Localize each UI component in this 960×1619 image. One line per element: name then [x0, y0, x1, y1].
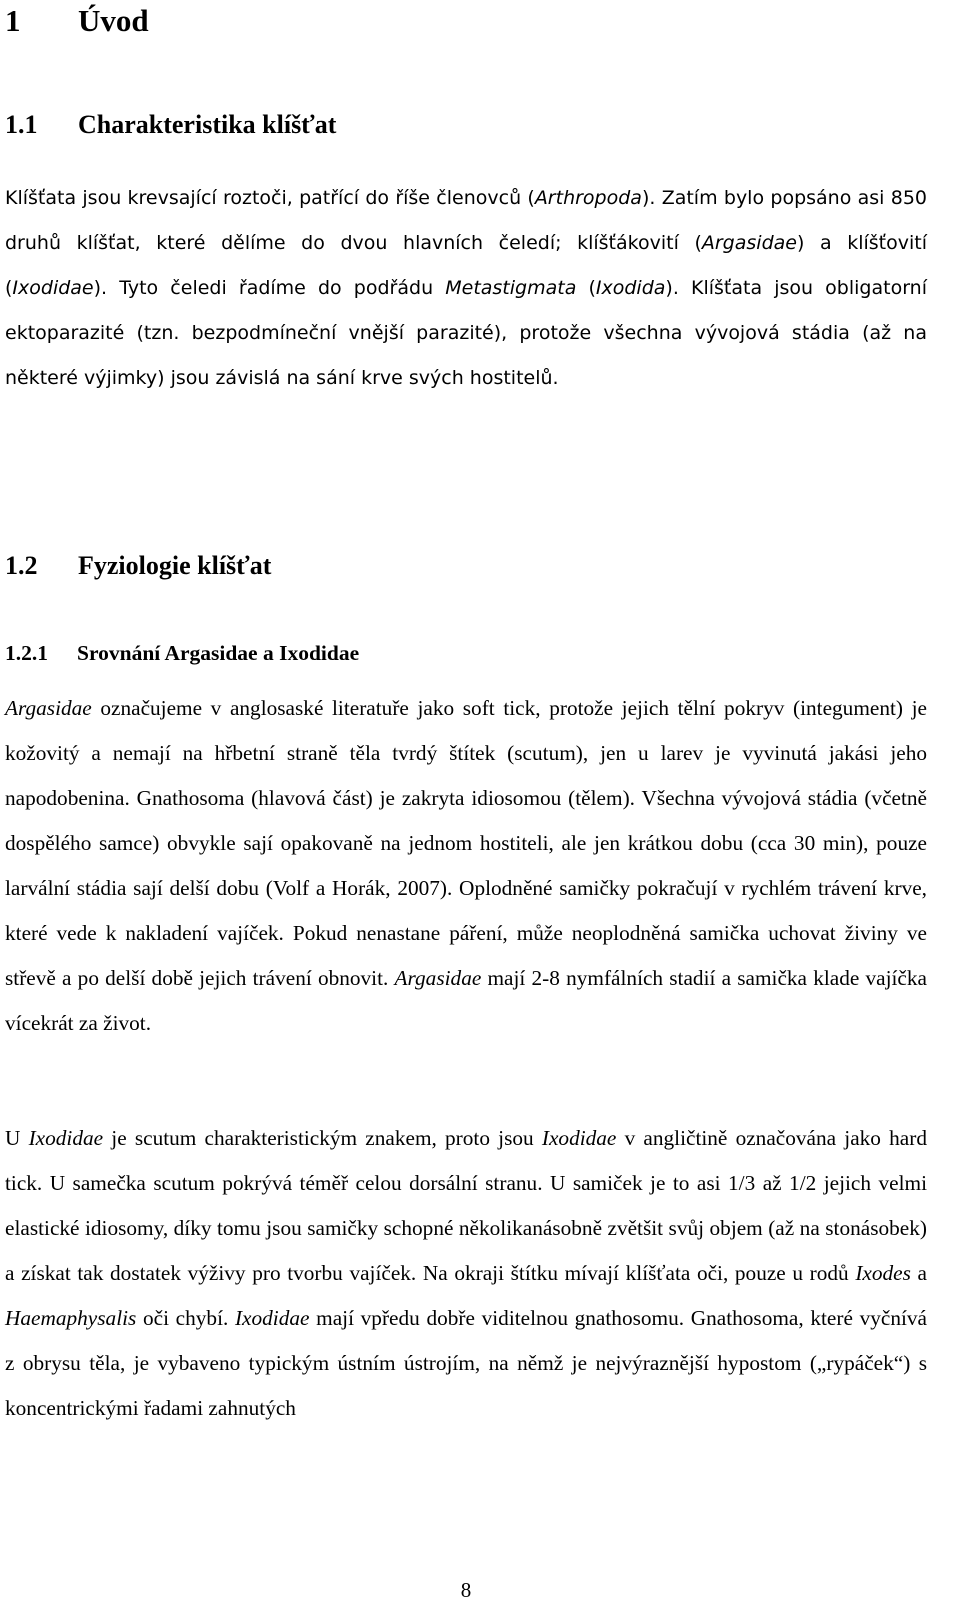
italic-text: Arthropoda: [534, 187, 642, 209]
text-run: a: [910, 1261, 927, 1285]
text-run: označujeme v anglosaské literatuře jako soft tick, protože jejich tělní pokryv (integument) je kožovitý a nemají na hřbetní straně těla tvrdý štítek (scutum), jen u larev je vyvinutá jakási jeho napodobenina. Gnathosoma (hlavová část) je zakryta idiosomou (tělem). Všechna vývojová stádia (včetně dospělého samce) obvykle sají opakovaně na jednom hostiteli, ale jen krátkou dobu (cca 30 min), pouze larvální stádia sají delší dobu (Volf a Horák, 2007). Oplodněné samičky pokračují v rychlém trávení krve, které vede k nakladení vajíček. Pokud nenastane páření, může neoplodněná samička uchovat živiny ve střevě a po delší době jejich trávení obnovit.: [5, 696, 927, 990]
italic-text: Ixodida: [595, 277, 666, 299]
text-run: ). Tyto čeledi řadíme do podřádu: [93, 277, 446, 299]
text-run: Klíšťata jsou krevsající roztoči, patřící do říše členovců (: [5, 187, 535, 209]
subsection-title: Srovnání Argasidae a Ixodidae: [77, 641, 360, 665]
text-run: ). Zatím bylo popsáno asi 850 druhů klíšťat, které dělíme do dvou hlavních čeledí; klíšťákovití (: [5, 187, 927, 254]
chapter-title: Úvod: [78, 3, 149, 38]
section-number: 1.1: [5, 110, 38, 139]
text-run: ). Klíšťata jsou obligatorní ektoparazité (tzn. bezpodmíneční vnější parazité), protože všechna vývojová stádia (až na některé výjimky) jsou závislá na sání krve svých hostitelů.: [5, 277, 927, 389]
italic-text: Ixodes: [855, 1261, 911, 1285]
paragraph-characteristics: [5, 176, 927, 401]
text-run: mají vpředu dobře viditelnou gnathosomu. Gnathosoma, které vyčnívá z obrysu těla, je vybaveno typickým ústním ústrojím, na němž je nejvýraznější hypostom („rypáček“) s koncentrickými řadami zahnutých: [5, 1306, 927, 1420]
paragraph-ixodidae: [5, 1116, 927, 1431]
subsection-number: 1.2.1: [5, 641, 48, 665]
text-run: mají 2-8 nymfálních stadií a samička klade vajíčka vícekrát za život.: [5, 966, 927, 1035]
chapter-heading: [5, 3, 149, 39]
text-run: je scutum charakteristickým znakem, proto jsou: [103, 1126, 542, 1150]
italic-text: Ixodidae: [12, 277, 94, 299]
page-number: 8: [460, 1578, 472, 1602]
text-run: (: [576, 277, 596, 299]
italic-text: Metastigmata: [445, 277, 577, 299]
paragraph-argasidae: [5, 686, 927, 1046]
section-title: Charakteristika klíšťat: [78, 110, 337, 139]
italic-text: Ixodidae: [234, 1306, 310, 1330]
text-run: U: [5, 1126, 29, 1150]
chapter-number: 1: [5, 3, 21, 38]
subsection-heading-comparison: [5, 641, 359, 666]
section-number: 1.2: [5, 551, 38, 580]
italic-text: Haemaphysalis: [5, 1306, 137, 1330]
italic-text: Argasidae: [5, 696, 92, 720]
section-title: Fyziologie klíšťat: [78, 551, 272, 580]
italic-text: Argasidae: [394, 966, 482, 990]
text-run: v angličtině označována jako hard tick. U samečka scutum pokrývá téměř celou dorsální stranu. U samiček je to asi 1/3 až 1/2 jejich velmi elastické idiosomy, díky tomu jsou samičky schopné několikanásobně zvětšit svůj objem (až na stonásobek) a získat tak dostatek výživy pro tvorbu vajíček. Na okraji štítku mívají klíšťata oči, pouze u rodů: [5, 1126, 927, 1285]
text-run: ) a klíšťovití (: [5, 232, 928, 299]
italic-text: Ixodidae: [541, 1126, 617, 1150]
text-run: oči chybí.: [136, 1306, 235, 1330]
italic-text: Argasidae: [701, 232, 797, 254]
italic-text: Ixodidae: [28, 1126, 104, 1150]
section-heading-physiology: [5, 551, 271, 581]
section-heading-characteristics: [5, 110, 336, 140]
